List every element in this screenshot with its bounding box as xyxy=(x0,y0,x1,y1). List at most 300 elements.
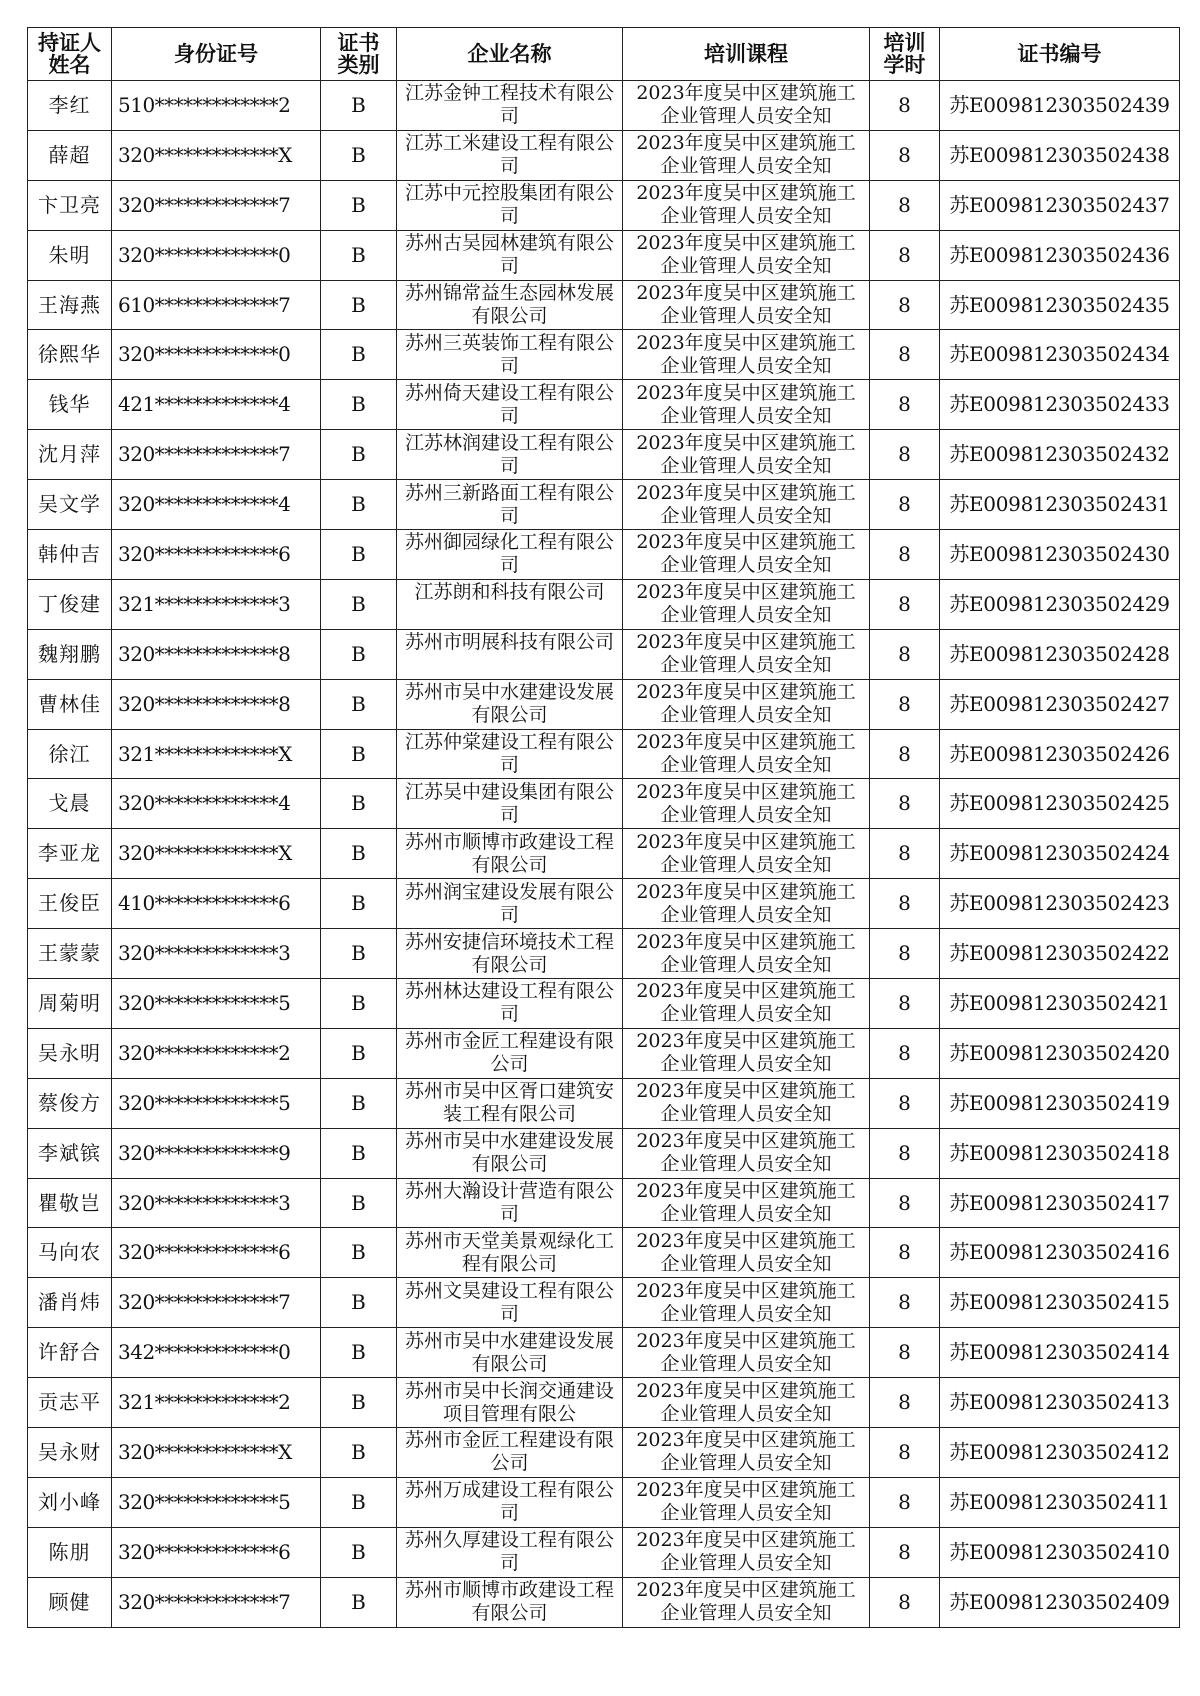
cell-id-number: 321*************X xyxy=(112,729,321,779)
cell-company-text: 苏州润宝建设发展有限公司 xyxy=(405,880,615,926)
cell-cert-number: 苏E009812303502421 xyxy=(940,979,1180,1029)
table-row xyxy=(28,1328,1180,1378)
cell-course xyxy=(623,230,870,280)
cell-id-number: 342*************0 xyxy=(112,1328,321,1378)
cell-course xyxy=(623,430,870,480)
cell-course xyxy=(623,679,870,729)
cell-hours: 8 xyxy=(870,81,940,131)
cell-course-text: 2023年度吴中区建筑施工企业管理人员安全知 xyxy=(636,731,856,777)
cell-cert-number: 苏E009812303502428 xyxy=(940,629,1180,679)
cell-company xyxy=(397,729,623,779)
cell-id-number: 320*************9 xyxy=(112,1128,321,1178)
header-id-number: 身份证号 xyxy=(112,28,321,81)
cell-holder-name: 韩仲吉 xyxy=(28,530,112,580)
cell-cert-type: B xyxy=(321,81,397,131)
table-row xyxy=(28,729,1180,779)
table-row xyxy=(28,430,1180,480)
cell-company-text: 苏州倚天建设工程有限公司 xyxy=(405,381,615,427)
cell-cert-number: 苏E009812303502415 xyxy=(940,1278,1180,1328)
cell-hours: 8 xyxy=(870,879,940,929)
cell-holder-name: 王海燕 xyxy=(28,280,112,330)
cell-id-number: 320*************7 xyxy=(112,1577,321,1627)
cell-cert-number: 苏E009812303502409 xyxy=(940,1577,1180,1627)
cell-company-text: 苏州市吴中水建建设发展有限公司 xyxy=(405,1130,615,1176)
header-cert-type: 证书 类别 xyxy=(321,28,397,81)
cell-hours: 8 xyxy=(870,430,940,480)
cell-company xyxy=(397,1078,623,1128)
cell-cert-number: 苏E009812303502414 xyxy=(940,1328,1180,1378)
cell-course-text: 2023年度吴中区建筑施工企业管理人员安全知 xyxy=(636,1030,856,1076)
cell-course xyxy=(623,1378,870,1428)
cell-company-text: 江苏吴中建设集团有限公司 xyxy=(405,780,615,826)
table-row xyxy=(28,629,1180,679)
cell-cert-type: B xyxy=(321,1328,397,1378)
cell-holder-name: 薛超 xyxy=(28,130,112,180)
cell-company xyxy=(397,779,623,829)
cell-cert-number: 苏E009812303502429 xyxy=(940,579,1180,629)
cell-hours: 8 xyxy=(870,1378,940,1428)
cell-cert-number: 苏E009812303502431 xyxy=(940,480,1180,530)
cell-company xyxy=(397,430,623,480)
cell-holder-name: 周菊明 xyxy=(28,979,112,1029)
cell-course xyxy=(623,829,870,879)
cell-cert-number: 苏E009812303502417 xyxy=(940,1178,1180,1228)
cell-holder-name: 吴文学 xyxy=(28,480,112,530)
cell-cert-type: B xyxy=(321,1378,397,1428)
cell-id-number: 610*************7 xyxy=(112,280,321,330)
cell-hours: 8 xyxy=(870,829,940,879)
cell-hours: 8 xyxy=(870,1278,940,1328)
cell-company xyxy=(397,81,623,131)
cell-id-number: 320*************8 xyxy=(112,679,321,729)
cell-holder-name: 戈晨 xyxy=(28,779,112,829)
cell-course xyxy=(623,979,870,1029)
cell-company xyxy=(397,979,623,1029)
cell-cert-number: 苏E009812303502424 xyxy=(940,829,1180,879)
cell-hours: 8 xyxy=(870,579,940,629)
cell-id-number: 320*************6 xyxy=(112,530,321,580)
table-row xyxy=(28,979,1180,1029)
cell-company-text: 江苏中元控股集团有限公司 xyxy=(405,182,615,228)
cell-company xyxy=(397,1577,623,1627)
cell-holder-name: 沈月萍 xyxy=(28,430,112,480)
table-row xyxy=(28,280,1180,330)
cell-holder-name: 王蒙蒙 xyxy=(28,929,112,979)
cell-cert-type: B xyxy=(321,330,397,380)
table-row xyxy=(28,1577,1180,1627)
cell-id-number: 320*************X xyxy=(112,130,321,180)
cell-holder-name: 徐江 xyxy=(28,729,112,779)
cell-cert-number: 苏E009812303502416 xyxy=(940,1228,1180,1278)
cell-holder-name: 朱明 xyxy=(28,230,112,280)
cell-holder-name: 吴永明 xyxy=(28,1028,112,1078)
cell-company xyxy=(397,1178,623,1228)
cell-cert-number: 苏E009812303502413 xyxy=(940,1378,1180,1428)
cell-hours: 8 xyxy=(870,330,940,380)
cell-course-text: 2023年度吴中区建筑施工企业管理人员安全知 xyxy=(636,232,856,278)
cell-company xyxy=(397,1228,623,1278)
cell-id-number: 320*************8 xyxy=(112,629,321,679)
cell-course-text: 2023年度吴中区建筑施工企业管理人员安全知 xyxy=(636,1429,856,1475)
cell-company xyxy=(397,1527,623,1577)
cell-cert-type: B xyxy=(321,579,397,629)
cell-course xyxy=(623,1428,870,1478)
cell-company xyxy=(397,1328,623,1378)
cell-course xyxy=(623,280,870,330)
cell-cert-type: B xyxy=(321,130,397,180)
cell-company xyxy=(397,1428,623,1478)
cell-cert-number: 苏E009812303502427 xyxy=(940,679,1180,729)
cell-company-text: 苏州市顺博市政建设工程有限公司 xyxy=(405,830,615,876)
cell-hours: 8 xyxy=(870,1477,940,1527)
cell-course xyxy=(623,1078,870,1128)
cell-hours: 8 xyxy=(870,779,940,829)
cell-company-text: 苏州市吴中长润交通建设项目管理有限公 xyxy=(405,1379,615,1425)
cell-course-text: 2023年度吴中区建筑施工企业管理人员安全知 xyxy=(636,1329,856,1375)
cell-id-number: 320*************2 xyxy=(112,1028,321,1078)
cell-course-text: 2023年度吴中区建筑施工企业管理人员安全知 xyxy=(636,830,856,876)
table-row xyxy=(28,829,1180,879)
cell-course xyxy=(623,1128,870,1178)
cell-cert-type: B xyxy=(321,280,397,330)
cell-company xyxy=(397,1278,623,1328)
cell-id-number: 320*************X xyxy=(112,1428,321,1478)
cell-course-text: 2023年度吴中区建筑施工企业管理人员安全知 xyxy=(636,681,856,727)
table-row xyxy=(28,330,1180,380)
cell-hours: 8 xyxy=(870,280,940,330)
cell-course-text: 2023年度吴中区建筑施工企业管理人员安全知 xyxy=(636,880,856,926)
cell-course-text: 2023年度吴中区建筑施工企业管理人员安全知 xyxy=(636,1279,856,1325)
cell-company-text: 江苏工米建设工程有限公司 xyxy=(405,132,615,178)
cell-course xyxy=(623,1228,870,1278)
cell-course xyxy=(623,81,870,131)
table-row xyxy=(28,679,1180,729)
cell-cert-number: 苏E009812303502438 xyxy=(940,130,1180,180)
cell-course-text: 2023年度吴中区建筑施工企业管理人员安全知 xyxy=(636,780,856,826)
cell-cert-number: 苏E009812303502422 xyxy=(940,929,1180,979)
cell-cert-type: B xyxy=(321,1178,397,1228)
cell-course xyxy=(623,579,870,629)
cell-holder-name: 瞿敬岂 xyxy=(28,1178,112,1228)
cell-company xyxy=(397,280,623,330)
cell-cert-type: B xyxy=(321,1228,397,1278)
cell-course-text: 2023年度吴中区建筑施工企业管理人员安全知 xyxy=(636,631,856,677)
cell-id-number: 320*************5 xyxy=(112,1078,321,1128)
cell-company-text: 苏州万成建设工程有限公司 xyxy=(405,1479,615,1525)
cell-course-text: 2023年度吴中区建筑施工企业管理人员安全知 xyxy=(636,980,856,1026)
cell-cert-number: 苏E009812303502418 xyxy=(940,1128,1180,1178)
cell-cert-number: 苏E009812303502412 xyxy=(940,1428,1180,1478)
cell-company-text: 苏州市吴中水建建设发展有限公司 xyxy=(405,1329,615,1375)
cell-holder-name: 马向农 xyxy=(28,1228,112,1278)
cell-company-text: 苏州古吴园林建筑有限公司 xyxy=(405,232,615,278)
cell-cert-type: B xyxy=(321,879,397,929)
cell-holder-name: 许舒合 xyxy=(28,1328,112,1378)
cell-id-number: 320*************0 xyxy=(112,230,321,280)
table-row xyxy=(28,1278,1180,1328)
cell-holder-name: 陈朋 xyxy=(28,1527,112,1577)
table-row xyxy=(28,929,1180,979)
cell-course xyxy=(623,929,870,979)
cell-course-text: 2023年度吴中区建筑施工企业管理人员安全知 xyxy=(636,1479,856,1525)
cell-hours: 8 xyxy=(870,1178,940,1228)
cell-company xyxy=(397,679,623,729)
cell-cert-number: 苏E009812303502425 xyxy=(940,779,1180,829)
cell-course xyxy=(623,180,870,230)
cell-id-number: 320*************7 xyxy=(112,1278,321,1328)
cell-holder-name: 魏翔鹏 xyxy=(28,629,112,679)
table-row xyxy=(28,1178,1180,1228)
cell-cert-type: B xyxy=(321,380,397,430)
cell-company-text: 苏州市天堂美景观绿化工程有限公司 xyxy=(405,1229,615,1275)
cell-cert-type: B xyxy=(321,979,397,1029)
cell-holder-name: 李亚龙 xyxy=(28,829,112,879)
cell-cert-type: B xyxy=(321,430,397,480)
cell-course xyxy=(623,1477,870,1527)
cell-course-text: 2023年度吴中区建筑施工企业管理人员安全知 xyxy=(636,1579,856,1625)
cell-id-number: 410*************6 xyxy=(112,879,321,929)
table-row xyxy=(28,1477,1180,1527)
cell-company-text: 苏州安捷信环境技术工程有限公司 xyxy=(405,930,615,976)
cell-holder-name: 李红 xyxy=(28,81,112,131)
cell-cert-type: B xyxy=(321,1128,397,1178)
cell-holder-name: 曹林佳 xyxy=(28,679,112,729)
cell-hours: 8 xyxy=(870,729,940,779)
cell-company-text: 江苏朗和科技有限公司 xyxy=(414,581,605,604)
cell-cert-type: B xyxy=(321,829,397,879)
cell-cert-type: B xyxy=(321,1078,397,1128)
cell-company-text: 苏州市明展科技有限公司 xyxy=(405,631,615,654)
cell-cert-number: 苏E009812303502411 xyxy=(940,1477,1180,1527)
cell-cert-type: B xyxy=(321,230,397,280)
cell-company-text: 苏州大瀚设计营造有限公司 xyxy=(405,1180,615,1226)
cell-holder-name: 贡志平 xyxy=(28,1378,112,1428)
cell-course-text: 2023年度吴中区建筑施工企业管理人员安全知 xyxy=(636,1229,856,1275)
table-row xyxy=(28,579,1180,629)
cell-company xyxy=(397,480,623,530)
cell-course-text: 2023年度吴中区建筑施工企业管理人员安全知 xyxy=(636,531,856,577)
cell-holder-name: 蔡俊方 xyxy=(28,1078,112,1128)
cell-cert-type: B xyxy=(321,779,397,829)
cell-course-text: 2023年度吴中区建筑施工企业管理人员安全知 xyxy=(636,1379,856,1425)
cell-course xyxy=(623,1577,870,1627)
cell-cert-number: 苏E009812303502439 xyxy=(940,81,1180,131)
cell-hours: 8 xyxy=(870,1228,940,1278)
cell-holder-name: 吴永财 xyxy=(28,1428,112,1478)
cell-company xyxy=(397,130,623,180)
cell-cert-type: B xyxy=(321,679,397,729)
cell-course xyxy=(623,1278,870,1328)
cell-company-text: 苏州三新路面工程有限公司 xyxy=(405,481,615,527)
cell-course-text: 2023年度吴中区建筑施工企业管理人员安全知 xyxy=(636,82,856,128)
cell-course xyxy=(623,879,870,929)
cell-hours: 8 xyxy=(870,380,940,430)
cell-hours: 8 xyxy=(870,929,940,979)
cell-hours: 8 xyxy=(870,1428,940,1478)
cell-course-text: 2023年度吴中区建筑施工企业管理人员安全知 xyxy=(636,182,856,228)
cell-id-number: 320*************X xyxy=(112,829,321,879)
header-hours: 培训 学时 xyxy=(870,28,940,81)
cell-cert-type: B xyxy=(321,480,397,530)
cell-course-text: 2023年度吴中区建筑施工企业管理人员安全知 xyxy=(636,381,856,427)
cell-cert-number: 苏E009812303502419 xyxy=(940,1078,1180,1128)
cell-cert-number: 苏E009812303502426 xyxy=(940,729,1180,779)
cell-hours: 8 xyxy=(870,629,940,679)
header-company: 企业名称 xyxy=(397,28,623,81)
cell-cert-type: B xyxy=(321,929,397,979)
cell-company-text: 苏州市金匠工程建设有限公司 xyxy=(405,1429,615,1475)
table-row xyxy=(28,130,1180,180)
cell-hours: 8 xyxy=(870,679,940,729)
cell-company-text: 苏州三英装饰工程有限公司 xyxy=(405,331,615,377)
table-row xyxy=(28,1078,1180,1128)
cell-holder-name: 潘肖炜 xyxy=(28,1278,112,1328)
cell-cert-number: 苏E009812303502432 xyxy=(940,430,1180,480)
cell-cert-type: B xyxy=(321,729,397,779)
cell-company xyxy=(397,1378,623,1428)
cell-id-number: 510*************2 xyxy=(112,81,321,131)
certificate-table xyxy=(27,27,1180,1628)
cell-id-number: 320*************7 xyxy=(112,430,321,480)
cell-holder-name: 钱华 xyxy=(28,380,112,430)
cell-hours: 8 xyxy=(870,180,940,230)
cell-id-number: 320*************4 xyxy=(112,779,321,829)
cell-course xyxy=(623,1178,870,1228)
table-row xyxy=(28,779,1180,829)
cell-course xyxy=(623,130,870,180)
table-row xyxy=(28,1378,1180,1428)
cell-course xyxy=(623,480,870,530)
cell-course xyxy=(623,380,870,430)
cell-id-number: 320*************5 xyxy=(112,979,321,1029)
cell-id-number: 421*************4 xyxy=(112,380,321,430)
table-row xyxy=(28,1128,1180,1178)
header-row xyxy=(28,28,1180,81)
cell-company-text: 苏州市吴中区胥口建筑安装工程有限公司 xyxy=(405,1080,615,1126)
cell-id-number: 320*************3 xyxy=(112,1178,321,1228)
cell-company xyxy=(397,530,623,580)
table-row xyxy=(28,1228,1180,1278)
cell-course xyxy=(623,330,870,380)
cell-course-text: 2023年度吴中区建筑施工企业管理人员安全知 xyxy=(636,282,856,327)
cell-company-text: 苏州市吴中水建建设发展有限公司 xyxy=(405,681,615,727)
cell-id-number: 320*************5 xyxy=(112,1477,321,1527)
cell-course-text: 2023年度吴中区建筑施工企业管理人员安全知 xyxy=(636,581,856,627)
cell-hours: 8 xyxy=(870,1028,940,1078)
cell-id-number: 320*************0 xyxy=(112,330,321,380)
cell-company xyxy=(397,230,623,280)
cell-hours: 8 xyxy=(870,1577,940,1627)
cell-course xyxy=(623,530,870,580)
cell-cert-number: 苏E009812303502433 xyxy=(940,380,1180,430)
table-row xyxy=(28,81,1180,131)
cell-holder-name: 王俊臣 xyxy=(28,879,112,929)
cell-cert-number: 苏E009812303502435 xyxy=(940,280,1180,330)
cell-course xyxy=(623,1328,870,1378)
cell-cert-number: 苏E009812303502410 xyxy=(940,1527,1180,1577)
cell-company-text: 苏州久厚建设工程有限公司 xyxy=(405,1529,615,1575)
table-row xyxy=(28,530,1180,580)
table-row xyxy=(28,879,1180,929)
cell-cert-number: 苏E009812303502423 xyxy=(940,879,1180,929)
cell-hours: 8 xyxy=(870,230,940,280)
cell-holder-name: 李斌镔 xyxy=(28,1128,112,1178)
cell-company-text: 苏州林达建设工程有限公司 xyxy=(405,980,615,1026)
cell-holder-name: 顾健 xyxy=(28,1577,112,1627)
cell-holder-name: 卞卫亮 xyxy=(28,180,112,230)
cell-id-number: 320*************7 xyxy=(112,180,321,230)
cell-company-text: 江苏林润建设工程有限公司 xyxy=(405,431,615,477)
cell-cert-type: B xyxy=(321,1577,397,1627)
cell-company-text: 江苏金钟工程技术有限公司 xyxy=(405,82,615,128)
cell-company-text: 苏州市金匠工程建设有限公司 xyxy=(405,1030,615,1076)
cell-cert-type: B xyxy=(321,1028,397,1078)
cell-company xyxy=(397,1028,623,1078)
cell-course-text: 2023年度吴中区建筑施工企业管理人员安全知 xyxy=(636,1529,856,1575)
cell-cert-type: B xyxy=(321,1428,397,1478)
cell-id-number: 320*************4 xyxy=(112,480,321,530)
cell-cert-type: B xyxy=(321,1278,397,1328)
header-holder-name: 持证人 姓名 xyxy=(28,28,112,81)
cell-course xyxy=(623,729,870,779)
cell-hours: 8 xyxy=(870,530,940,580)
cell-cert-number: 苏E009812303502434 xyxy=(940,330,1180,380)
cell-hours: 8 xyxy=(870,1078,940,1128)
cell-hours: 8 xyxy=(870,979,940,1029)
cell-course-text: 2023年度吴中区建筑施工企业管理人员安全知 xyxy=(636,930,856,976)
cell-company-text: 江苏仲棠建设工程有限公司 xyxy=(405,731,615,777)
table-row xyxy=(28,180,1180,230)
cell-company-text: 苏州文昊建设工程有限公司 xyxy=(405,1279,615,1325)
cell-company xyxy=(397,929,623,979)
cell-course-text: 2023年度吴中区建筑施工企业管理人员安全知 xyxy=(636,1080,856,1126)
cell-hours: 8 xyxy=(870,1527,940,1577)
cell-company xyxy=(397,879,623,929)
cell-holder-name: 刘小峰 xyxy=(28,1477,112,1527)
cell-company-text: 苏州市顺博市政建设工程有限公司 xyxy=(405,1579,615,1625)
cell-cert-number: 苏E009812303502437 xyxy=(940,180,1180,230)
cell-id-number: 321*************3 xyxy=(112,579,321,629)
cell-company xyxy=(397,629,623,679)
cell-company xyxy=(397,579,623,629)
cell-cert-number: 苏E009812303502420 xyxy=(940,1028,1180,1078)
cell-course-text: 2023年度吴中区建筑施工企业管理人员安全知 xyxy=(636,431,856,477)
cell-course xyxy=(623,779,870,829)
cell-cert-number: 苏E009812303502436 xyxy=(940,230,1180,280)
cell-hours: 8 xyxy=(870,130,940,180)
table-row xyxy=(28,230,1180,280)
cell-company xyxy=(397,1477,623,1527)
cell-course xyxy=(623,1527,870,1577)
cell-company xyxy=(397,180,623,230)
cell-company xyxy=(397,330,623,380)
table-row xyxy=(28,380,1180,430)
cell-company xyxy=(397,1128,623,1178)
cell-id-number: 320*************3 xyxy=(112,929,321,979)
cell-company xyxy=(397,380,623,430)
cell-hours: 8 xyxy=(870,480,940,530)
table-row xyxy=(28,1028,1180,1078)
cell-cert-type: B xyxy=(321,1527,397,1577)
cell-holder-name: 丁俊建 xyxy=(28,579,112,629)
cell-course-text: 2023年度吴中区建筑施工企业管理人员安全知 xyxy=(636,331,856,377)
cell-cert-type: B xyxy=(321,530,397,580)
header-course: 培训课程 xyxy=(623,28,870,81)
cell-company-text: 苏州御园绿化工程有限公司 xyxy=(405,531,615,577)
cell-course xyxy=(623,629,870,679)
cell-id-number: 321*************2 xyxy=(112,1378,321,1428)
cell-course-text: 2023年度吴中区建筑施工企业管理人员安全知 xyxy=(636,1130,856,1176)
